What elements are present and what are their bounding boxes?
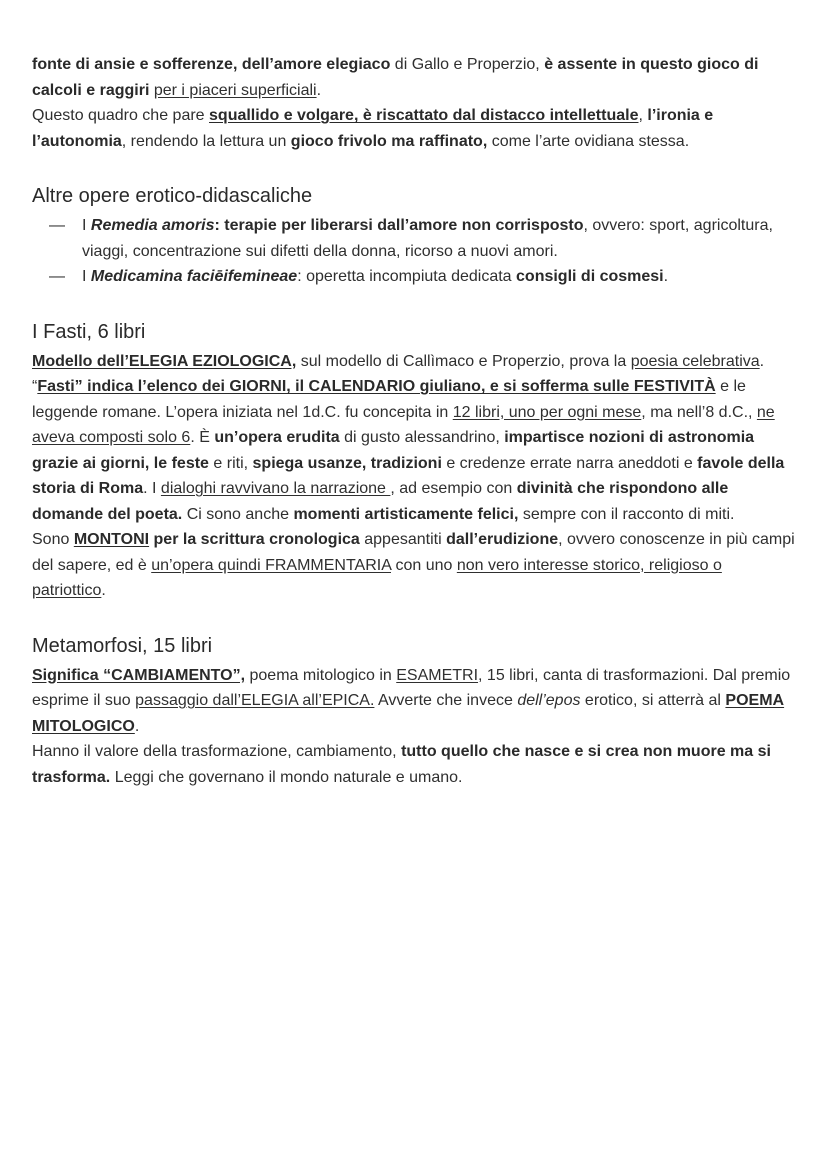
text: di gusto alessandrino, xyxy=(339,429,505,446)
underlined-text: 12 libri, uno per ogni mese xyxy=(452,403,642,421)
bold-underlined-text: Significa “CAMBIAMENTO”, xyxy=(32,666,246,684)
intro-paragraph-2 xyxy=(32,103,796,154)
text: sempre con il racconto di miti. xyxy=(518,505,735,523)
underlined-text: passaggio dall’ELEGIA all’EPICA. xyxy=(135,692,375,709)
bold-underlined-text: Modello dell’ELEGIA EZIOLOGICA, xyxy=(32,352,297,370)
text: erotico, si atterrà al xyxy=(580,692,726,709)
text: , ovvero: sport, agricoltura, viaggi, concentrazione sui difetti della donna, ricorso a nuovi amori. xyxy=(82,217,773,260)
text: , rendendo la lettura un xyxy=(121,132,291,150)
bold-text: un’opera erudita xyxy=(214,429,340,446)
text: di Gallo e Properzio, xyxy=(390,56,545,73)
text: Sono xyxy=(32,531,74,548)
text: e le leggende romane. L’opera iniziata nel 1d.C. fu concepita in xyxy=(32,378,746,421)
text: sul modello di Callìmaco e Properzio, prova la xyxy=(296,352,631,370)
bold-text: divinità che rispondono alle domande del poeta. xyxy=(32,480,729,523)
italic-text: dell’epos xyxy=(517,692,581,709)
text: “ xyxy=(32,378,38,395)
text: I xyxy=(82,217,91,234)
text: Ci sono anche xyxy=(182,505,294,523)
text: poema mitologico in xyxy=(245,666,397,684)
text: . xyxy=(101,582,106,599)
text: I xyxy=(82,268,91,285)
fasti-paragraph-3 xyxy=(32,527,796,604)
bold-text: impartisce nozioni di astronomia grazie ai giorni, le feste xyxy=(32,429,755,472)
altre-opere-list xyxy=(32,213,796,290)
text: Hanno il valore della trasformazione, cambiamento, xyxy=(32,743,402,760)
text: : operetta incompiuta dedicata xyxy=(297,268,517,285)
bold-text: fonte di ansie e sofferenze, dell’amore elegiaco xyxy=(32,56,391,73)
metamorfosi-paragraph-1 xyxy=(32,663,796,740)
underlined-text: per i piaceri superficiali xyxy=(153,81,317,99)
text: , xyxy=(638,107,648,124)
fasti-paragraph-1 xyxy=(32,349,796,375)
underlined-text: ne aveva composti solo 6 xyxy=(32,403,775,446)
list-item xyxy=(49,213,796,264)
bold-text: tutto quello che nasce e si crea non muore ma si trasforma. xyxy=(32,743,771,786)
bold-text: l’ironia e l’autonomia xyxy=(32,107,714,150)
bold-underlined-text: POEMA MITOLOGICO xyxy=(32,692,785,735)
list-item xyxy=(49,264,796,290)
text: Leggi che governano il mondo naturale e umano. xyxy=(110,768,463,786)
text: . xyxy=(759,352,765,370)
bold-text: : terapie per liberarsi dall’amore non corrisposto xyxy=(214,217,584,234)
section-heading-altre-opere: Altre opere erotico-didascaliche xyxy=(32,185,313,207)
bold-text: gioco frivolo ma raffinato, xyxy=(290,132,488,150)
bold-italic-text: Medicamina faciēifemineae xyxy=(90,268,298,285)
text: . È xyxy=(190,429,215,446)
text: , ovvero conoscenze in più campi del sapere, ed è xyxy=(32,531,795,574)
underlined-text: ESAMETRI xyxy=(396,666,479,684)
bold-underlined-text: MONTONI xyxy=(73,531,150,548)
underlined-text: dialoghi ravvivano la narrazione xyxy=(160,480,391,497)
text: Questo quadro che pare xyxy=(32,107,210,124)
text: . I xyxy=(143,480,161,497)
bold-underlined-text: Fasti” indica l’elenco dei GIORNI, il CALENDARIO giuliano, e si sofferma sulle FESTIVITÀ xyxy=(37,378,716,395)
bold-italic-text: Remedia amoris xyxy=(90,217,215,234)
text: Avverte che invece xyxy=(374,692,518,709)
dash-bullet: — xyxy=(49,217,65,234)
text: . xyxy=(663,268,669,285)
text: , ma nell’8 d.C., xyxy=(641,403,757,421)
dash-bullet: — xyxy=(49,268,65,285)
bold-text: è assente in questo gioco di calcoli e raggiri xyxy=(32,56,759,99)
fasti-paragraph-2 xyxy=(32,374,796,527)
text: appesantiti xyxy=(359,531,447,548)
text: con uno xyxy=(391,556,457,574)
underlined-text: poesia celebrativa xyxy=(630,352,760,370)
underlined-text: un’opera quindi FRAMMENTARIA xyxy=(151,556,391,574)
text: e credenze errate narra aneddoti e xyxy=(441,454,698,472)
metamorfosi-paragraph-2 xyxy=(32,739,796,790)
text: . xyxy=(134,717,140,735)
bold-text: dall’erudizione xyxy=(446,531,559,548)
bold-text: spiega usanze, tradizioni xyxy=(252,454,442,472)
bold-text: consigli di cosmesi xyxy=(516,268,664,285)
text: e riti, xyxy=(208,454,253,472)
bold-text: momenti artisticamente felici, xyxy=(293,505,519,523)
underlined-text: non vero interesse storico, religioso o patriottico xyxy=(32,556,722,599)
text: . xyxy=(316,81,322,99)
section-heading-fasti: I Fasti, 6 libri xyxy=(32,320,146,343)
text: , ad esempio con xyxy=(390,480,517,497)
text: come l’arte ovidiana stessa. xyxy=(487,132,690,150)
bold-text: per la scrittura cronologica xyxy=(149,531,360,548)
section-heading-metamorfosi: Metamorfosi, 15 libri xyxy=(32,634,213,657)
text: , 15 libri, canta di trasformazioni. Dal premio esprime il suo xyxy=(32,666,791,709)
bold-underlined-text: squallido e volgare, è riscattato dal distacco intellettuale xyxy=(209,107,639,124)
bold-text: favole della storia di Roma xyxy=(32,454,785,497)
intro-paragraph xyxy=(32,52,796,103)
